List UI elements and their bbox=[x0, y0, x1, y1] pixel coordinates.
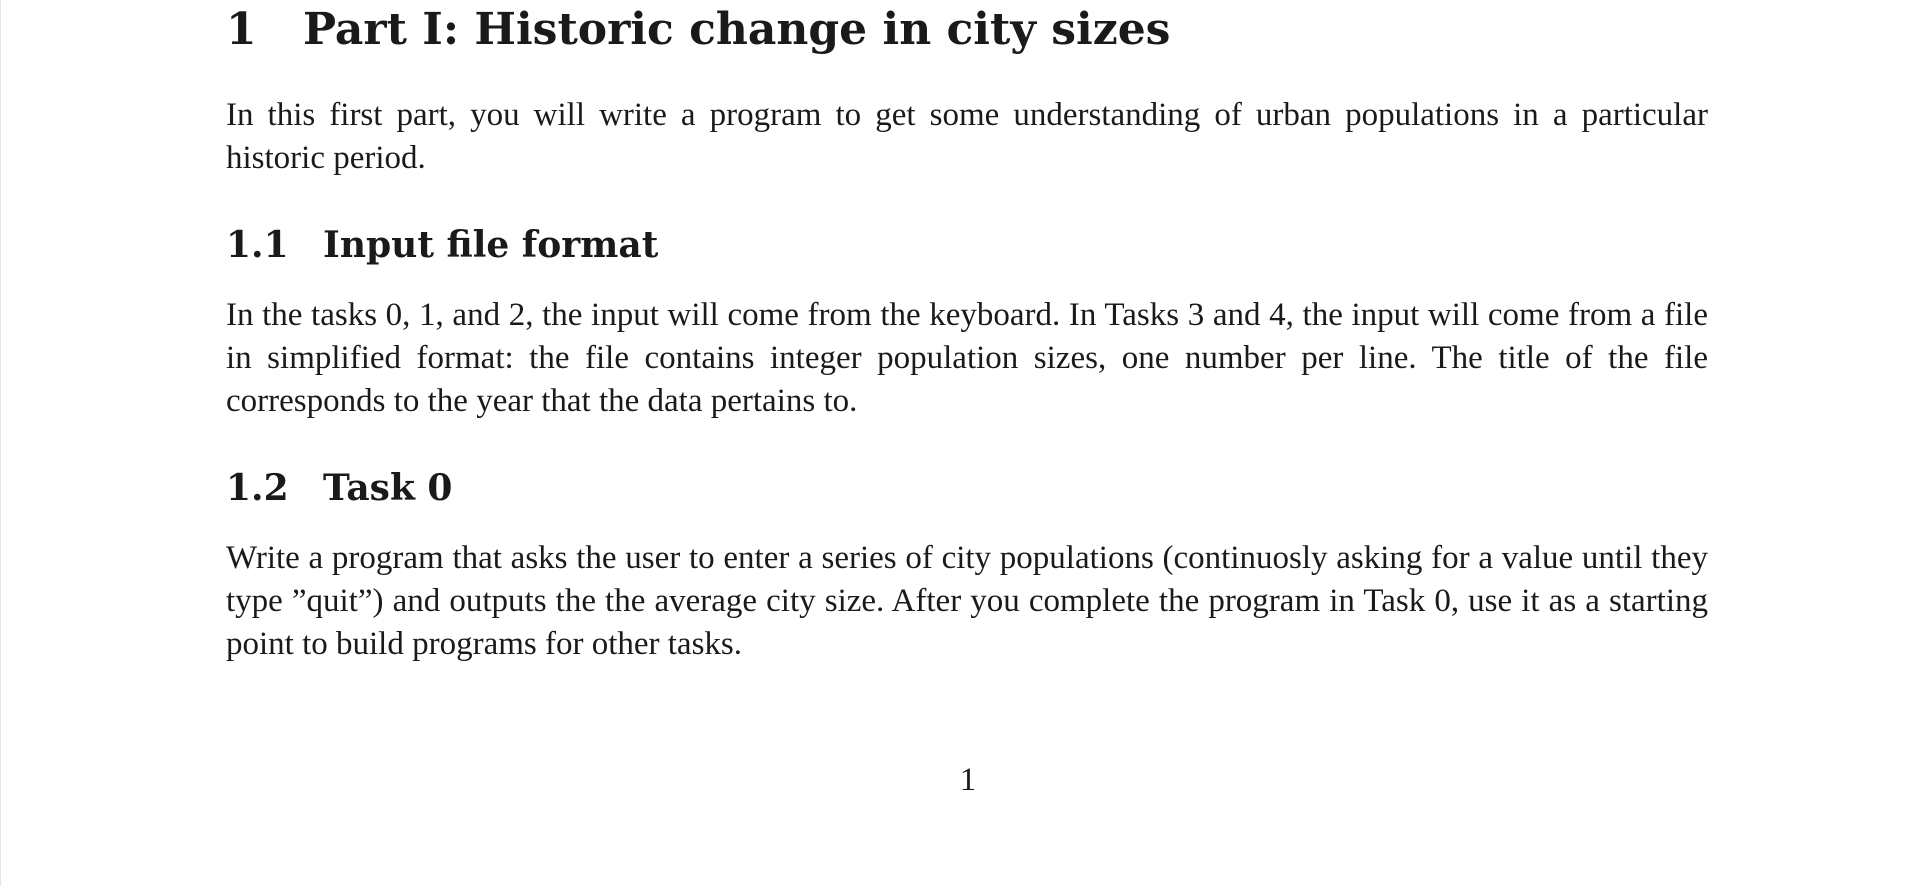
subsection-number: 1.2 bbox=[226, 467, 289, 509]
section-heading bbox=[226, 4, 1170, 55]
section-intro-paragraph: In this first part, you will write a program to get some understanding of urban populations in a particular historic period. bbox=[226, 97, 1708, 176]
subsection-title: Input file format bbox=[323, 224, 659, 266]
section-number: 1 bbox=[226, 4, 257, 55]
task-0-paragraph: Write a program that asks the user to enter a series of city populations (continuosly asking for a value until they type ”quit”) and outputs the the average city size. After you complete the program in Task 0, use it as a starting point to build programs for other tasks. bbox=[226, 540, 1708, 662]
section-title: Part I: Historic change in city sizes bbox=[303, 4, 1171, 55]
page-number: 1 bbox=[959, 762, 977, 798]
subsection-heading-input-format bbox=[226, 224, 658, 266]
input-format-paragraph: In the tasks 0, 1, and 2, the input will come from the keyboard. In Tasks 3 and 4, the input will come from a file in simplified format: the file contains integer population sizes, one number per line. The title of the file corresponds to the year that the data pertains to. bbox=[226, 297, 1708, 419]
subsection-number: 1.1 bbox=[226, 224, 289, 266]
subsection-title: Task 0 bbox=[323, 467, 453, 509]
page-left-edge bbox=[0, 0, 1, 886]
subsection-heading-task-0 bbox=[226, 467, 452, 509]
